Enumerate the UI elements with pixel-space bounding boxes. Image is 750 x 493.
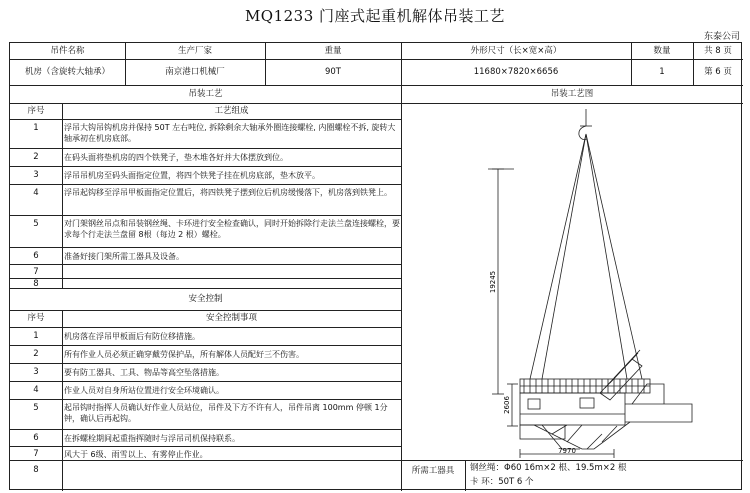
document-title: MQ1233 门座式起重机解体吊装工艺 — [244, 7, 506, 25]
process-step-text: 浮吊起钩移至浮吊甲板面指定位置后，将四铁凳子摆到位后机房缓慢落下，机房落到铁凳上。 — [64, 188, 392, 197]
tools-wire-rope: 钢丝绳：Φ60 16m×2 根、19.5m×2 根 — [470, 462, 627, 473]
safety-item-no: 1 — [33, 331, 39, 341]
process-col-seq: 序号 — [27, 105, 45, 116]
safety-col-seq: 序号 — [27, 313, 45, 323]
process-step-text: 浮吊吊机房至码头面指定位置，将四个铁凳子挂在机房底部，垫木放平。 — [64, 171, 320, 180]
dim-small-label: 2606 — [503, 396, 511, 414]
process-step-no: 4 — [33, 188, 39, 198]
safety-item-no: 3 — [33, 367, 39, 377]
process-sheet — [9, 42, 742, 490]
safety-item-text: 所有作业人员必须正确穿戴劳保护品，所有解体人员配好三不伤害。 — [64, 350, 304, 359]
safety-item-no: 4 — [33, 385, 39, 395]
safety-item-text: 在拆螺栓期间起重指挥随时与浮吊司机保持联系。 — [64, 434, 240, 443]
process-step-no: 8 — [33, 279, 39, 289]
safety-item-no: 8 — [33, 465, 39, 475]
safety-section-title: 安全控制 — [188, 293, 223, 304]
process-step-no: 5 — [33, 219, 39, 229]
process-step-text: 浮吊大钩吊钩机房并保持 50T 左右吨位, 拆除剩余大轴承外圈连接螺栓, 内圈螺栓不拆, 旋转大轴承初在机房底部。 — [64, 123, 396, 143]
process-step-no: 6 — [33, 251, 39, 261]
lifting-diagram — [402, 104, 742, 459]
diagram-section-title: 吊装工艺图 — [550, 88, 594, 99]
safety-item-no: 6 — [33, 433, 39, 443]
safety-item-text: 起吊钩时指挥人员确认好作业人员站位，吊件及下方不许有人，吊件吊离 100mm 停顿 1分钟，确认后再起钩。 — [64, 403, 388, 423]
safety-item-text: 作业人员对自身所站位置进行安全环境确认。 — [64, 386, 224, 395]
process-step-text: 对门架钢丝吊点和吊装钢丝绳、卡环进行安全检查确认，同时开始拆除行走法兰盘连接螺栓，要求每个行走法兰盘留 8根（每边 2 根）螺栓。 — [64, 219, 400, 239]
value-quantity: 1 — [659, 66, 665, 77]
company-name: 东泰公司 — [703, 32, 740, 42]
process-step-no: 1 — [33, 123, 39, 133]
tools-shackle: 卡 环：50T 6 个 — [470, 476, 534, 487]
dim-width-label: 7970 — [558, 447, 576, 455]
process-step-no: 7 — [33, 267, 39, 277]
header-dimensions: 外形尺寸（长×宽×高） — [470, 45, 562, 56]
process-step-text: 在码头面将垫机房的四个铁凳子，垫木堆各好并大体摆放到位。 — [64, 153, 288, 162]
header-manufacturer: 生产厂家 — [177, 45, 212, 56]
header-total-pages: 共 8 页 — [704, 45, 732, 56]
process-step-no: 3 — [33, 170, 39, 180]
process-step-text: 准备好接门架所需工器具及设备。 — [64, 252, 184, 261]
value-manufacturer: 南京港口机械厂 — [165, 66, 225, 77]
value-page-number: 第 6 页 — [704, 66, 732, 77]
safety-item-text: 机房落在浮吊甲板面后有防位移措施。 — [64, 332, 200, 341]
header-quantity: 数量 — [653, 45, 671, 56]
safety-item-no: 5 — [33, 403, 39, 413]
dim-height-label: 19245 — [489, 270, 497, 294]
process-col-content: 工艺组成 — [214, 105, 249, 116]
value-weight: 90T — [324, 66, 341, 77]
header-weight: 重量 — [324, 45, 342, 56]
safety-item-no: 7 — [33, 449, 39, 459]
safety-item-text: 要有防工器具、工具、物品等高空坠落措施。 — [64, 368, 224, 377]
tools-label: 所需工器具 — [411, 465, 455, 476]
safety-col-content: 安全控制事项 — [205, 313, 257, 323]
value-dimensions: 11680×7820×6656 — [473, 66, 559, 77]
safety-item-no: 2 — [33, 349, 39, 359]
process-step-no: 2 — [33, 152, 39, 162]
process-section-title: 吊装工艺 — [188, 88, 223, 99]
value-part-name: 机房（含旋转大轴承） — [24, 66, 110, 77]
header-part-name: 吊件名称 — [50, 45, 85, 56]
safety-item-text — [62, 465, 401, 477]
safety-item-text: 风大于 6级、雨雪以上、有雾停止作业。 — [64, 450, 208, 459]
